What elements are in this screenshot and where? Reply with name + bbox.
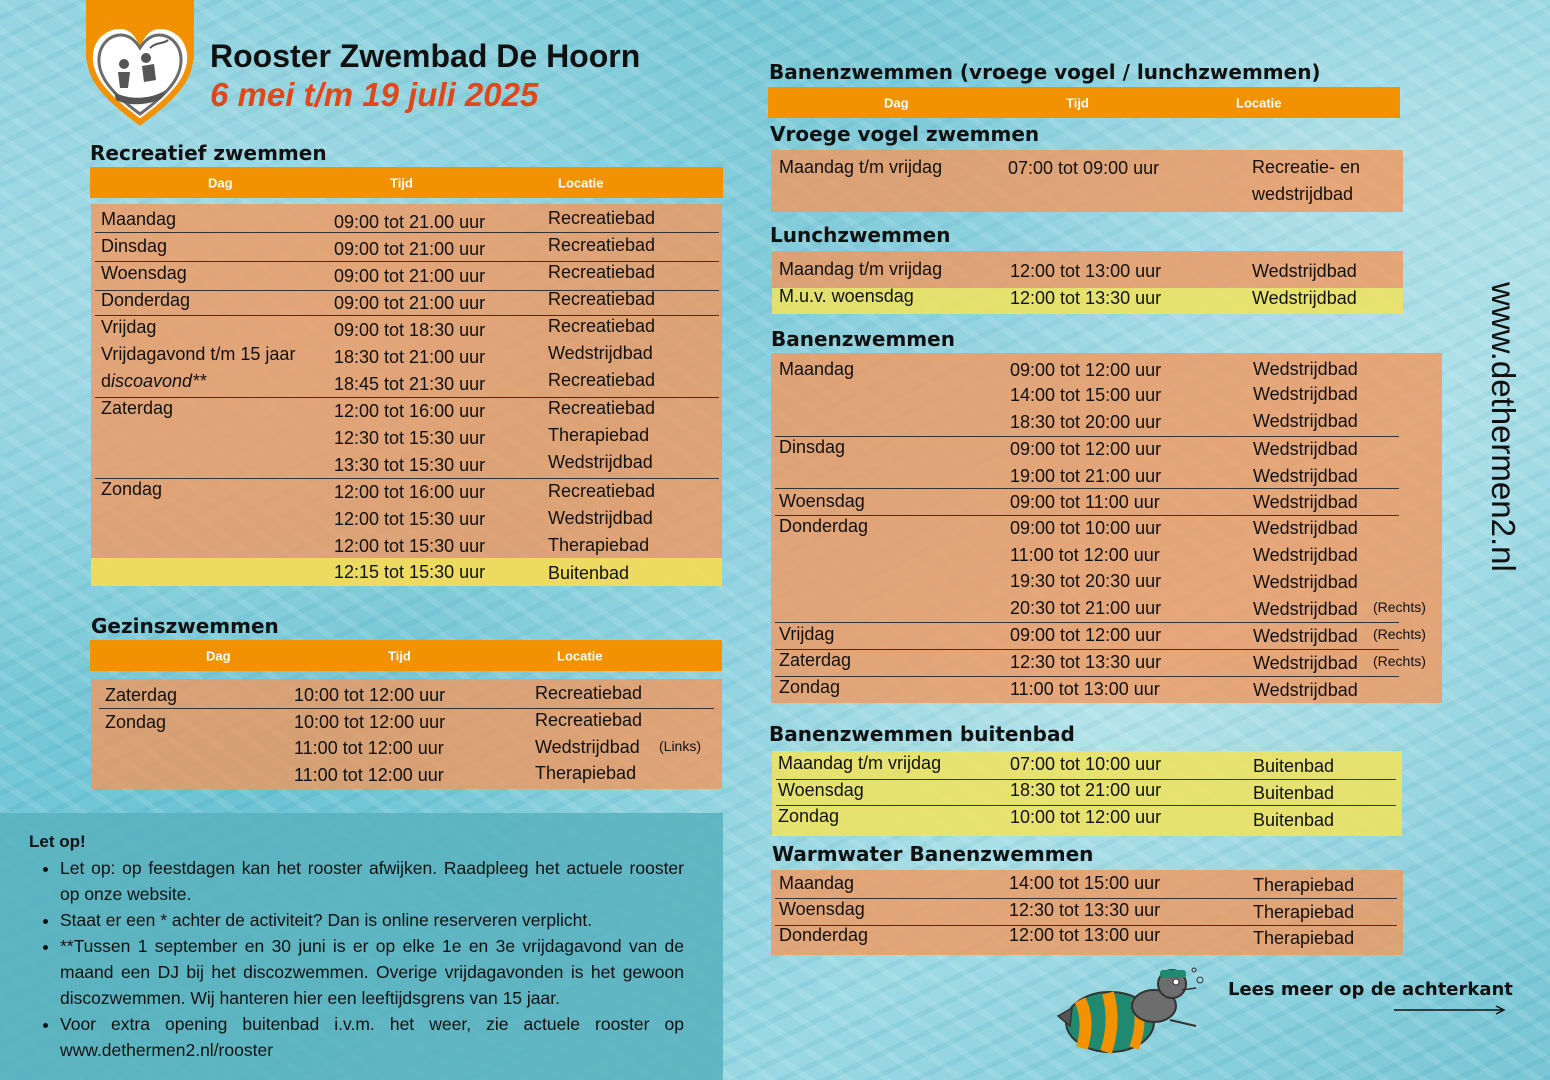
table-row: 12:30 tot 15:30 uur Therapiebad	[334, 425, 650, 448]
table-row: Zondag 11:00 tot 13:00 uur Wedstrijdbad	[779, 677, 1358, 700]
table-row: 19:30 tot 20:30 uur Wedstrijdbad	[1010, 571, 1358, 592]
vroege-title: Vroege vogel zwemmen	[770, 122, 1040, 146]
list-item: • Staat er een * achter de activiteit? Dan is online reserveren verplicht.	[60, 907, 684, 933]
gezins-header: Dag Tijd Locatie	[90, 640, 722, 671]
banen-header: Dag Tijd Locatie	[768, 87, 1400, 118]
table-row: 12:00 tot 15:30 uur Wedstrijdbad	[334, 508, 653, 529]
table-row: Zaterdag 12:00 tot 16:00 uur Recreatiebad	[101, 398, 656, 421]
table-row: M.u.v. woensdag 12:00 tot 13:30 uur Wedstrijdbad	[779, 286, 1357, 308]
banen-table	[771, 353, 1442, 703]
table-row: 11:00 tot 12:00 uur Wedstrijdbad	[1010, 545, 1358, 565]
table-row: Zondag 12:00 tot 16:00 uur Recreatiebad	[101, 479, 656, 502]
table-row: Zaterdag 12:30 tot 13:30 uur Wedstrijdbad (Rechts)	[779, 650, 1426, 673]
list-item: • **Tussen 1 september en 30 juni is er op elke 1e en 3e vrijdagavond van de maand een DJ bij het discozwemmen. Overige vrijdagavonden is het gewoon discozwemmen. Wij hanteren hier een leeftijdsgrens van 15 jaar.	[60, 933, 684, 1011]
page-subtitle: 6 mei t/m 19 juli 2025	[210, 76, 539, 113]
table-row: Woensdag 09:00 tot 11:00 uur Wedstrijdbad	[779, 491, 1358, 512]
col-tijd: Tijd	[390, 175, 413, 190]
seal-mascot-icon	[1050, 960, 1210, 1060]
gezins-title: Gezinszwemmen	[91, 614, 279, 638]
recreatief-header	[90, 167, 723, 198]
col-dag: Dag	[208, 175, 233, 190]
banen-title: Banenzwemmen	[771, 327, 955, 351]
gezins-table	[91, 679, 722, 789]
table-row: Zaterdag 10:00 tot 12:00 uur Recreatiebad	[105, 683, 643, 705]
table-row-highlight: 12:15 tot 15:30 uur Buitenbad	[91, 558, 722, 586]
table-row: Maandag 14:00 tot 15:00 uur Therapiebad	[779, 873, 1355, 895]
read-more-link[interactable]: Lees meer op de achterkant	[1228, 979, 1513, 1000]
table-row: Vrijdag 09:00 tot 12:00 uur Wedstrijdbad (Rechts)	[779, 624, 1426, 646]
arrow-right-icon	[1394, 1004, 1506, 1016]
table-row: 11:00 tot 12:00 uur Wedstrijdbad (Links)	[294, 737, 702, 758]
table-row: Zondag 10:00 tot 12:00 uur Recreatiebad	[105, 710, 643, 732]
table-row: 18:30 tot 20:00 uur Wedstrijdbad	[1010, 411, 1358, 432]
lunch-title: Lunchzwemmen	[770, 223, 951, 247]
table-row: Donderdag 12:00 tot 13:00 uur Therapiebad	[779, 925, 1355, 948]
table-row: Woensdag 18:30 tot 21:00 uur Buitenbad	[778, 780, 1335, 803]
warm-title: Warmwater Banenzwemmen	[772, 842, 1094, 866]
table-row: Vrijdagavond t/m 15 jaar 18:30 tot 21:00 uur Wedstrijdbad	[101, 343, 653, 367]
notes-title: Let op!	[29, 832, 86, 851]
table-row: Maandag t/m vrijdag 12:00 tot 13:00 uur Wedstrijdbad	[779, 259, 1357, 281]
table-row: Zondag 10:00 tot 12:00 uur Buitenbad	[778, 806, 1335, 830]
table-row: 20:30 tot 21:00 uur Wedstrijdbad (Rechts)	[1010, 598, 1426, 619]
list-item: • Voor extra opening buitenbad i.v.m. het weer, zie actuele rooster op www.dethermen2.nl/rooster	[60, 1011, 684, 1063]
table-row: 12:00 tot 15:30 uur Therapiebad	[334, 535, 650, 556]
list-item: • Let op: op feestdagen kan het rooster afwijken. Raadpleeg het actuele rooster op onze website.	[60, 855, 684, 907]
table-row: Dinsdag 09:00 tot 21:00 uur Recreatiebad	[101, 235, 656, 259]
banen-header-title: Banenzwemmen (vroege vogel / lunchzwemmen)	[769, 60, 1321, 84]
table-row: Maandag 09:00 tot 21.00 uur Recreatiebad	[101, 208, 656, 232]
table-row: Maandag 09:00 tot 12:00 uur Wedstrijdbad	[779, 359, 1358, 380]
lunch-table-highlight	[772, 288, 1403, 314]
table-row: Dinsdag 09:00 tot 12:00 uur Wedstrijdbad	[779, 437, 1358, 459]
warm-table	[771, 870, 1403, 955]
table-row: Maandag t/m vrijdag 07:00 tot 10:00 uur Buitenbad	[778, 753, 1335, 776]
table-row: discoavond** 18:45 tot 21:30 uur Recreatiebad	[101, 370, 656, 394]
table-row: Vrijdag 09:00 tot 18:30 uur Recreatiebad	[101, 316, 656, 340]
buiten-title: Banenzwemmen buitenbad	[769, 722, 1075, 746]
table-row: Woensdag 09:00 tot 21:00 uur Recreatiebad	[101, 262, 656, 286]
website-link[interactable]: www.dethermen2.nl	[1485, 282, 1522, 572]
table-row: Donderdag 09:00 tot 21:00 uur Recreatiebad	[101, 289, 656, 313]
recreatief-title: Recreatief zwemmen	[90, 141, 327, 165]
table-row: 19:00 tot 21:00 uur Wedstrijdbad	[1010, 466, 1358, 486]
table-row: 11:00 tot 12:00 uur Therapiebad	[294, 763, 637, 785]
table-row: 14:00 tot 15:00 uur Wedstrijdbad	[1010, 384, 1358, 405]
table-row: Woensdag 12:30 tot 13:30 uur Therapiebad	[779, 899, 1355, 922]
notes-list	[44, 855, 684, 1063]
heart-logo-icon	[84, 18, 196, 130]
recreatief-table	[91, 204, 722, 586]
table-row: 13:30 tot 15:30 uur Wedstrijdbad	[334, 452, 653, 475]
buiten-table	[772, 751, 1402, 836]
table-row: Maandag t/m vrijdag 07:00 tot 09:00 uur Recreatie- en wedstrijdbad	[779, 157, 1361, 204]
table-row: Donderdag 09:00 tot 10:00 uur Wedstrijdbad	[779, 516, 1358, 538]
col-locatie: Locatie	[558, 175, 604, 190]
vroege-table	[771, 150, 1403, 212]
lunch-table	[772, 251, 1403, 288]
page-title: Rooster Zwembad De Hoorn	[210, 38, 641, 74]
